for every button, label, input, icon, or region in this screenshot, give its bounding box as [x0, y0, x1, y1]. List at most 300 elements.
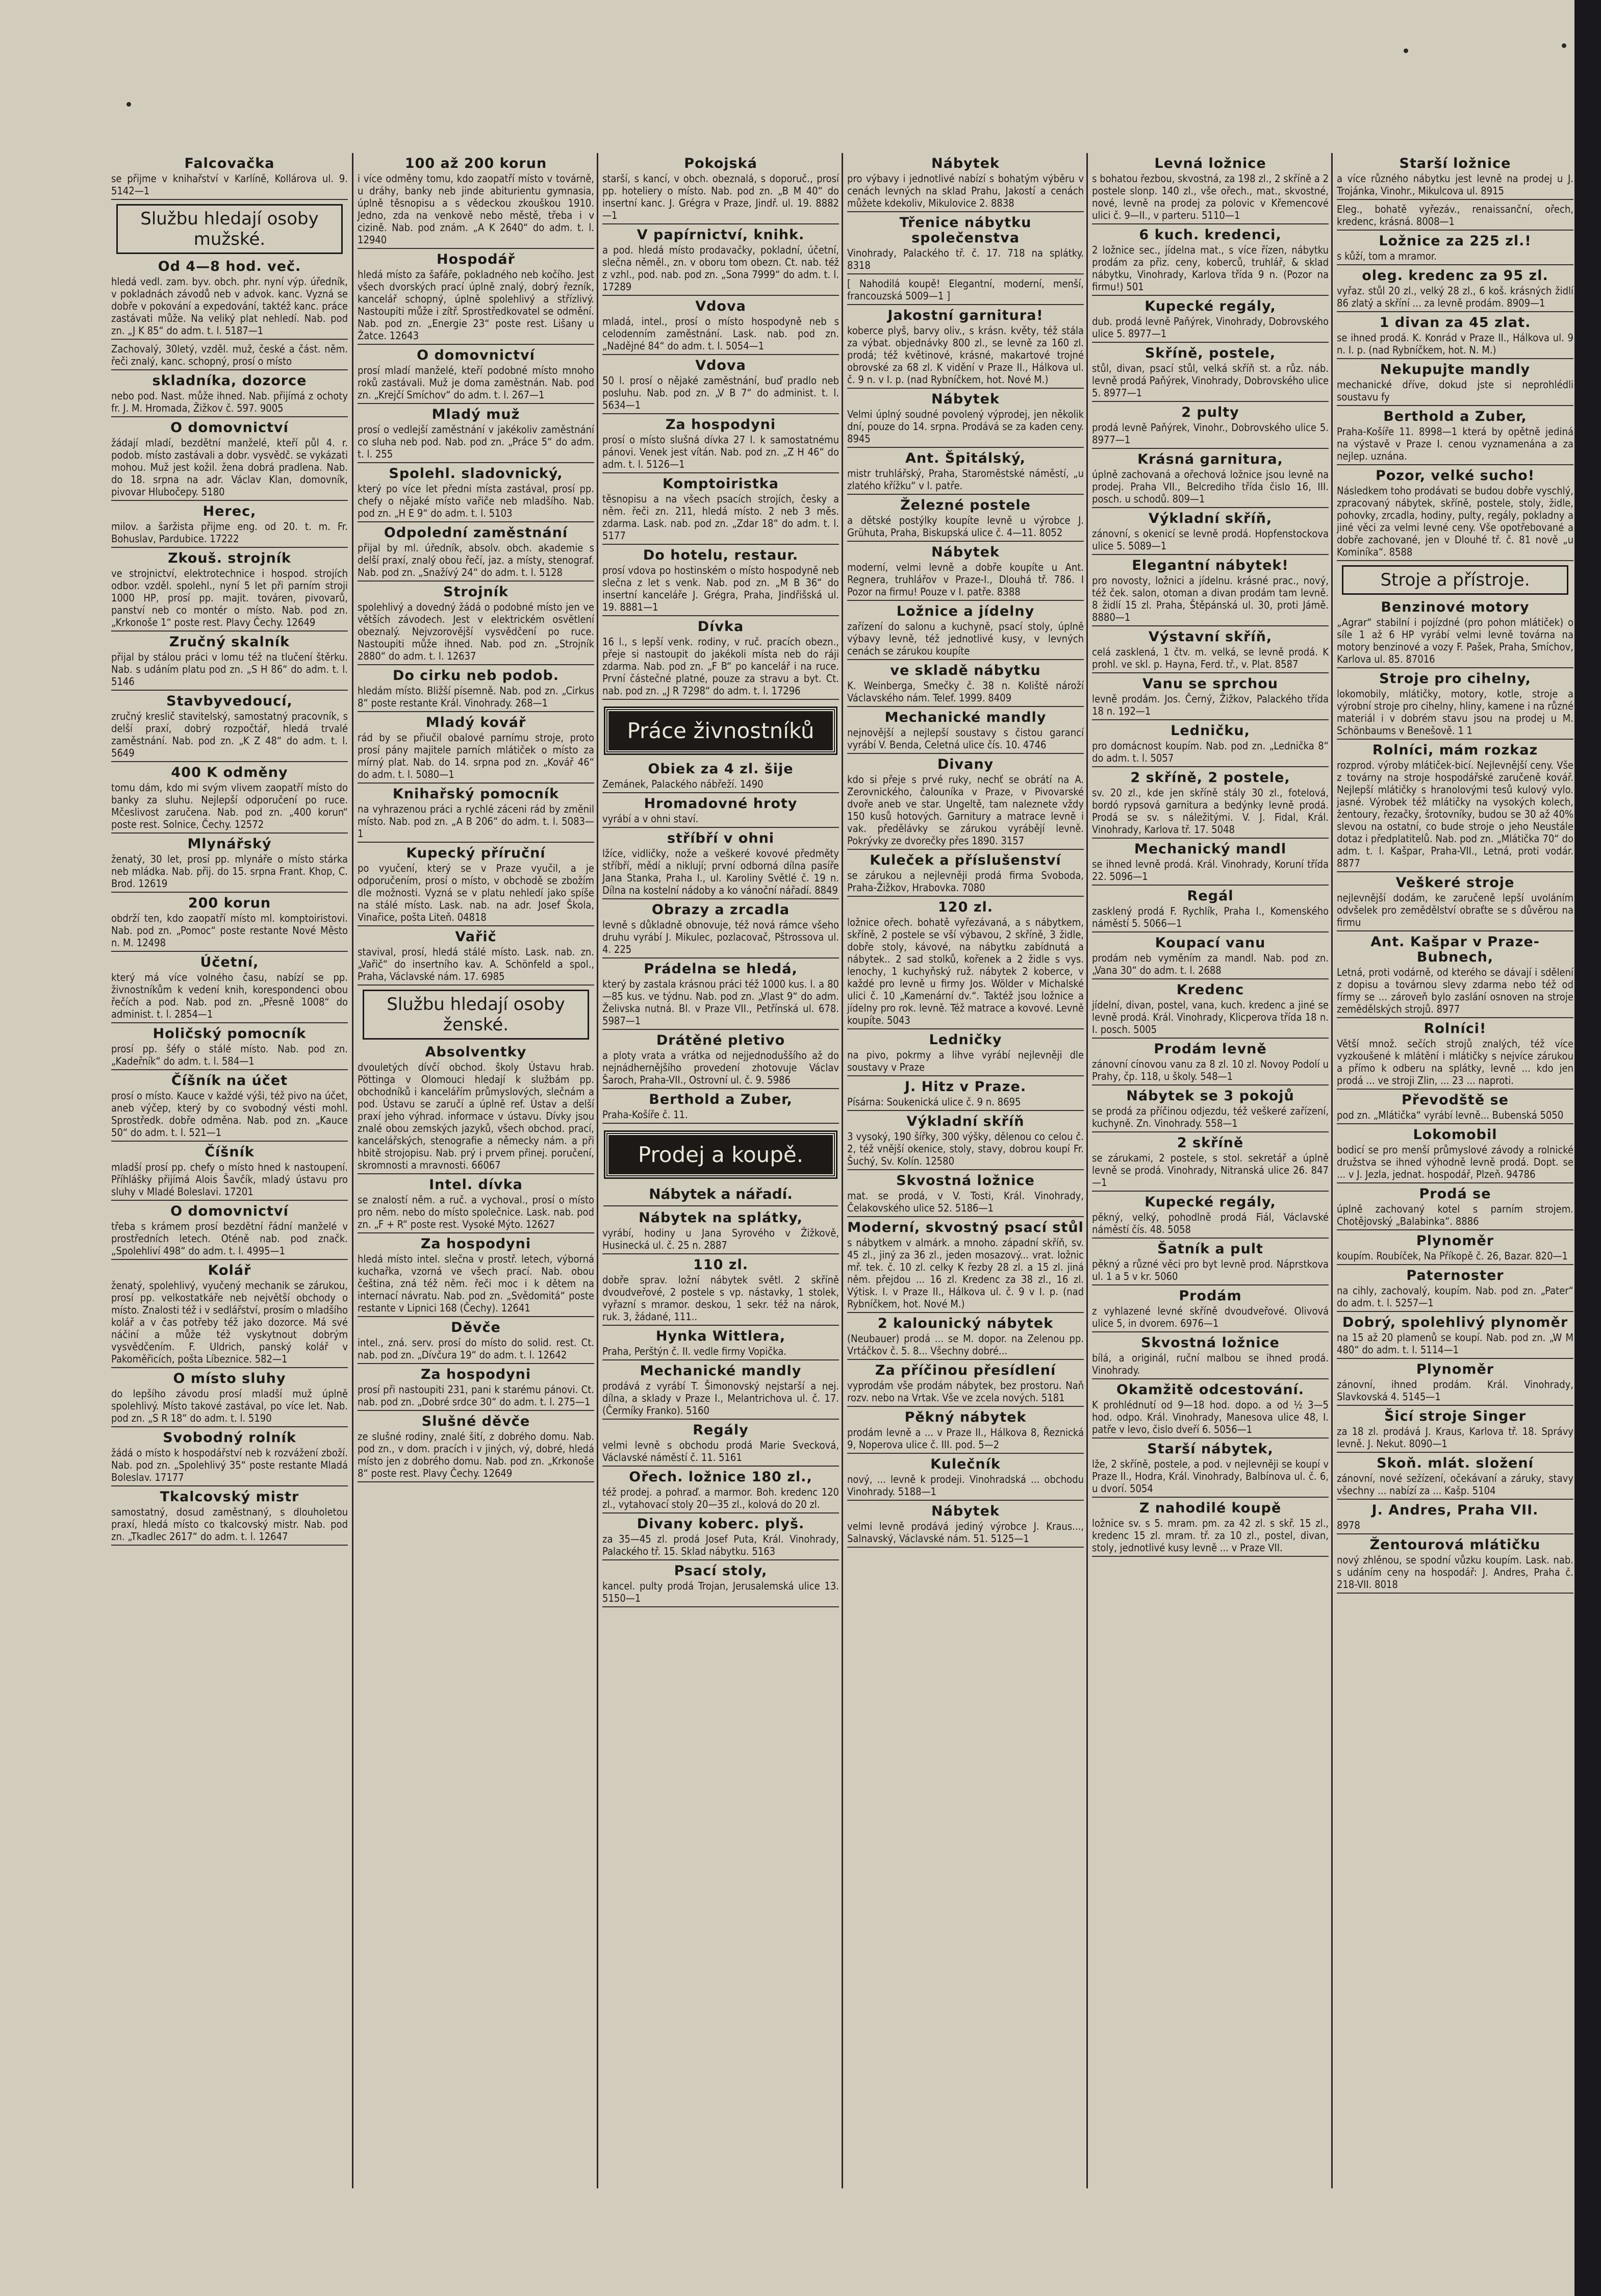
ad-text: a ploty vrata a vrátka od nejjednoduššího až do nejnádhernějšího provedení zhotovuje Václav Šaroch, Praha-VII., Ostrovní ul. č. 9. 5986	[602, 1049, 839, 1086]
ad-text: zařízení do salonu a kuchyně, psací stoly, úplně výbavy levně, též jednotlivé kusy, v levných cenách se zárukou koupíte	[847, 620, 1084, 657]
ad-text: i více odměny tomu, kdo zaopatří místo v továrně, u dráhy, banky neb jinde abiturientu gymnasia, úplně těsnopisu a s vědeckou zkouškou 1910. Jedno, zda na venkově nebo městě, třeba i v cizině. Nab. pod znám. „A K 2640“ do adm. t. l. 12940	[358, 172, 594, 246]
ad-title: Žentourová mlátičku	[1369, 1537, 1541, 1553]
classified-ad	[1092, 558, 1329, 626]
ad-text: nový zhlěnou, se spodní vůzku koupím. Lask. nab. s udáním ceny na hospodář: J. Andres, Praha č. 218-VII. 8018	[1337, 1554, 1573, 1591]
ad-title: Regál	[1187, 888, 1234, 904]
ad-text: prodá levně Paňýrek, Vinohr., Dobrovského ulice 5. 8977—1	[1092, 421, 1329, 446]
ad-text: zánovní, ihned prodám. Král. Vinohrady, Slavkovská 4. 5145—1	[1337, 1378, 1573, 1403]
ad-title: Kolář	[208, 1263, 251, 1278]
ad-text: nový, ... levně k prodeji. Vinohradská ... obchodu Vinohrady. 5188—1	[847, 1473, 1084, 1498]
ad-title: Od 4—8 hod. več.	[158, 259, 301, 274]
classified-ad	[1092, 842, 1329, 886]
ad-title: Kupecké regály,	[1145, 298, 1276, 314]
ad-title: Mechanické mandly	[640, 1363, 802, 1379]
ad-title: Levná ložnice	[1154, 156, 1266, 171]
classified-ad	[358, 715, 594, 784]
classified-ad	[602, 358, 839, 414]
ad-title: O domovnictví	[170, 1203, 289, 1219]
ad-title: Plynoměr	[1416, 1361, 1494, 1377]
classified-ad	[111, 259, 348, 340]
ad-title: Falcovačka	[184, 156, 275, 171]
ink-speck	[126, 102, 131, 107]
ad-title: Kulečník	[930, 1456, 1001, 1472]
classified-ad	[111, 1026, 348, 1070]
ad-text: pro novosty, ložnici a jídelnu. krásné prac., nový, též ček. salon, otoman a divan prodám tam levně. 8 židlí 15 zl. Praha, Štěpánská ul. 30, proti Jámě. 8880—1	[1092, 574, 1329, 623]
ad-title: O domovnictví	[170, 420, 289, 436]
ad-title: Elegantní nábytek!	[1132, 558, 1289, 573]
ad-text: prodám levně a ... v Praze II., Hálkova 8, Řeznická 9, Noperova ulice č. III. pod. 5—2	[847, 1426, 1084, 1451]
ad-title: Mechanické mandly	[884, 710, 1047, 725]
ad-title: Ledničky	[929, 1032, 1002, 1048]
ad-title: 1 divan za 45 zlat.	[1379, 315, 1531, 331]
ad-text: a pod. hledá místo prodavačky, pokladní, účetní, slečna něměl., zn. v oboru tom obezn. Ct. nab. též z vzhl., pod. nab. pod zn. „Sona 7999“ do adm. t. l. 17289	[602, 244, 839, 293]
classified-ad	[1092, 1136, 1329, 1192]
classified-ad	[847, 1032, 1084, 1076]
classified-ad	[602, 299, 839, 355]
ad-text: prosí pp. šéfy o stálé místo. Nab. pod zn. „Kadeřník“ do adm. t. l. 584—1	[111, 1043, 348, 1067]
ad-title: Hromadovné hroty	[644, 796, 798, 812]
classified-ad	[602, 1423, 839, 1467]
classified-ad	[358, 466, 594, 522]
classified-ad	[1337, 1315, 1573, 1359]
ad-text: vyrábí, hodiny u Jana Syrového v Žižkově, Husinecká ul. č. 25 n. 2887	[602, 1227, 839, 1251]
classified-ad	[847, 1457, 1084, 1501]
ad-title: Psací stoly,	[674, 1563, 768, 1579]
ad-text: celá zasklená, 1 čtv. m. velká, se levně prodá. K prohl. ve skl. p. Hayna, Ferd. tř., v. Plat. 8587	[1092, 646, 1329, 670]
classified-ad	[602, 156, 839, 224]
classified-ad	[1092, 228, 1329, 296]
classified-ad	[111, 420, 348, 501]
ad-title: Číšník na účet	[171, 1073, 288, 1089]
classified-ad	[1337, 1503, 1573, 1534]
classified-ad	[847, 1114, 1084, 1170]
ad-title: Koupací vanu	[1155, 935, 1266, 951]
section-heading: Stroje a přístroje.	[1342, 565, 1568, 595]
ad-title: Moderní, skvostný psací stůl	[847, 1220, 1084, 1235]
classified-ad	[358, 1177, 594, 1233]
classified-ad	[1092, 346, 1329, 402]
ad-text: který po více let předni místa zastával, prosí pp. chefy o nějaké místo vařiče neb mladšího. Nab. pod zn. „H E 9“ do adm. t. l. 5103	[358, 483, 594, 519]
ad-title: Prodám levně	[1154, 1041, 1267, 1057]
ad-title: J. Andres, Praha VII.	[1371, 1502, 1539, 1518]
classified-ad	[111, 1490, 348, 1546]
classified-ad	[1092, 1089, 1329, 1132]
ad-title: Divany koberc. plyš.	[637, 1516, 805, 1532]
ad-text: Písárna: Soukenická ulice č. 9 n. 8695	[847, 1096, 1021, 1108]
classified-ad	[358, 668, 594, 712]
ad-title: Výkladní skříň,	[1148, 511, 1273, 526]
ad-title: Nábytek se 3 pokojů	[1126, 1088, 1294, 1104]
classified-ad	[602, 1364, 839, 1420]
scan-edge	[1574, 0, 1601, 2296]
ad-title: skladníka, dozorce	[152, 373, 307, 389]
classified-ad	[602, 1092, 839, 1124]
ad-title: Ořech. ložnice 180 zl.,	[629, 1469, 812, 1485]
ad-text: Velmi úplný soudné povolený výprodej, jen několik dní, pouze do 14. srpna. Prodává se za kaden ceny. 8945	[847, 408, 1084, 445]
classified-ad	[1337, 1268, 1573, 1312]
ad-text: s bohatou řezbou, skvostná, za 198 zl., 2 skříně a 2 postele slonp. 140 zl., vše ořech., mat., skvostné, nové, levně na prodej za polovic v Křemencové ulici č. 9—II., v parteru. 5110—1	[1092, 172, 1329, 221]
classified-ad	[847, 545, 1084, 601]
ad-title: Berthold a Zuber,	[1383, 409, 1527, 424]
ad-title: Převodště se	[1402, 1092, 1509, 1108]
classified-ad	[358, 407, 594, 463]
classified-ad	[1337, 1187, 1573, 1230]
ad-text: se ihned levně prodá. Král. Vinohrady, Koruní třída 22. 5096—1	[1092, 858, 1329, 882]
classified-ad	[358, 252, 594, 345]
ad-text: ženatý, 30 let, prosí pp. mlynáře o místo stárka neb mládka. Nab. přij. do 15. srpna Frant. Khop, C. Brod. 12619	[111, 853, 348, 890]
ad-text: prosí o místo slušná dívka 27 l. k samostatnému pánovi. Venek jest vítán. Nab. pod zn. „Z H 46“ do adm. t. l. 5126—1	[602, 434, 839, 470]
ad-text: koupím. Roubíček, Na Příkopě č. 26, Bazar. 820—1	[1337, 1250, 1568, 1262]
ad-text: kancel. pulty prodá Trojan, Jerusalemská ulice 13. 5150—1	[602, 1580, 839, 1604]
ad-title: Ložnice za 225 zl.!	[1379, 233, 1532, 249]
ad-text: přijal by stálou práci v lomu též na tlučení štěrku. Nab. s udáním platu pod zn. „S H 86“ do adm. t. l. 5146	[111, 651, 348, 688]
section-banner: Prodej a koupě.	[605, 1132, 836, 1177]
ad-text: pro výbavy i jednotlivé nabízí s bohatým výběru v cenách levných na sklad Prahu, Jakostí a cenách můžete kdekoliv, Mikulovice 2. 8838	[847, 172, 1084, 209]
ad-text: (Neubauer) prodá ... se M. dopor. na Zelenou pp. Vrtáčkov č. 5. 8... Všechny dobré...	[847, 1332, 1084, 1357]
ad-title: Prádelna se hledá,	[644, 961, 798, 977]
ad-title: 400 K odměny	[171, 765, 288, 780]
ad-text: nebo pod. Nast. může ihned. Nab. přijímá z ochoty fr. J. M. Hromada, Žižkov č. 597. 9005	[111, 390, 348, 414]
ad-text: Vinohrady, Palackého tř. č. 17. 718 na splátky. 8318	[847, 247, 1084, 271]
ad-title: 2 skříně, 2 postele,	[1130, 770, 1290, 786]
classified-ad	[1092, 1382, 1329, 1439]
ad-title: V papírnictví, knihk.	[637, 227, 805, 243]
ad-text: 3 vysoký, 190 šířky, 300 výšky, dělenou co celou č. 2, též vnější okenice, stoly, stavy, dobrou koupí Fr. Šuchý, Sv. Kolín. 12580	[847, 1130, 1084, 1167]
classified-ad	[602, 962, 839, 1030]
ad-text: rozprod. výroby mlátiček-bicí. Nejlevnější ceny. Vše z továrny na stroje hospodářské zaručeně kovář. Nejlepší mlátičky s hranolovými tesů kulový vylo. jasné. Výrobek též mlátičky na vysokých kolech, žentoury, řezačky, šrotovníky, budou se 30 až 40% slevou na ostatní, co bude stroje o jeho Neustále dotaz i předplatitelů. Nab. pod zn. „Mlátička 70“ do adm. t. l. Kašpar, Praha-VII., Letná, proti vodár. 8877	[1337, 759, 1573, 869]
classified-ad	[1337, 1021, 1573, 1090]
ad-text: mistr truhlářský, Praha, Staroměstské náměstí, „u zlatého křížku“ v l. patře.	[847, 467, 1084, 492]
column-3	[597, 153, 843, 2188]
ad-text: úplně zachovaný kotel s parním strojem. Chotějovský „Balabinka“. 8886	[1337, 1203, 1573, 1227]
ad-text: stůl, divan, psací stůl, velká skříň st. a růz. náb. levně prodá Paňýrek, Vinohrady, Dobrovského ulice 5. 8977—1	[1092, 362, 1329, 399]
ad-title: Kredenc	[1176, 982, 1244, 998]
classified-ad	[847, 1079, 1084, 1111]
classified-ad	[1092, 1289, 1329, 1332]
ad-text: žádá o místo k hospodářství neb k rozvážení zboží. Nab. pod zn. „Spolehlivý 35“ poste restante Mladá Boleslav. 17177	[111, 1447, 348, 1483]
ad-text: ze slušné rodiny, znalé šití, z dobrého domu. Nab. pod zn., v dom. pracích i v jiných, vý, dobré, hledá místo jen z dobrého domu. Nab. pod zn. „Krkonoše 8“ poste rest. Plavy Čechy. 12649	[358, 1430, 594, 1479]
ad-title: Dobrý, spolehlivý plynoměr	[1342, 1315, 1568, 1330]
ad-text: sv. 20 zl., kde jen skříně stály 30 zl., fotelová, bordó rypsová garnitura a bedýnky levně prodá. Prodá se sv. s náležitými. V. J. Fidal, Král. Vinohrady, Karlova tř. 17. 5048	[1092, 787, 1329, 836]
ad-title: Pokojská	[684, 156, 757, 171]
ad-title: 120 zl.	[938, 899, 993, 915]
classified-ad	[1092, 1195, 1329, 1239]
ad-text: starší, s kancí, v obch. obeznalá, s doporuč., prosí pp. hoteliery o místo. Nab. pod zn. „B M 40“ do insertní kanc. J. Grégra v Praze, Jindř. ul. 19. 8882—1	[602, 172, 839, 221]
classified-ad	[602, 1329, 839, 1360]
classified-ad	[1337, 743, 1573, 872]
ad-title: Skvostná ložnice	[1141, 1335, 1280, 1351]
ad-title: Skvostná ložnice	[896, 1173, 1035, 1189]
ad-title: Šicí stroje Singer	[1384, 1408, 1527, 1424]
ad-text: Praha-Košíře 11. 8998—1 která by opětně jediná na výstavě v Praze I. cenou vyznamenána a za nejlep. uznána.	[1337, 425, 1573, 462]
classified-ad	[1092, 982, 1329, 1039]
ad-text: zánovní, nové sežízení, očekávaní a záruky, stavy všechny ... nabízí za ... Kašp. 5104	[1337, 1472, 1573, 1497]
classified-ad	[1337, 203, 1573, 231]
ad-text: 8978	[1337, 1519, 1360, 1531]
ad-title: Obiek za 4 zl. šije	[648, 761, 794, 777]
classified-ad	[111, 765, 348, 834]
ad-title: O místo sluhy	[173, 1371, 286, 1386]
classified-ad	[111, 896, 348, 952]
classified-ad	[847, 1410, 1084, 1454]
ad-title: Stroje pro cihelny,	[1379, 671, 1531, 687]
ad-text: rád by se přiučil obalové parnímu stroje, proto prosí pány majitele parních mlátiček o místo za mírný plat. Nab. do 14. srpna pod zn. „Kovář 46“ do adm. t. l. 5080—1	[358, 731, 594, 780]
classified-ad	[1337, 409, 1573, 465]
classified-ad	[358, 585, 594, 665]
classified-ad	[358, 348, 594, 404]
ad-title: Krásná garnitura,	[1137, 451, 1283, 467]
ad-text: pěkný, velký, pohodlně prodá Fiál, Václavské náměstí čís. 48. 5058	[1092, 1211, 1329, 1235]
ad-text: Zemánek, Palackého nábřeží. 1490	[602, 778, 764, 790]
ad-title: Slušné děvče	[421, 1414, 530, 1429]
ad-title: 110 zl.	[693, 1257, 748, 1273]
ad-title: Herec,	[202, 503, 257, 519]
ad-title: Ant. Kašpar v Praze-Bubnech,	[1370, 934, 1540, 965]
ad-title: Intel. dívka	[429, 1177, 523, 1193]
column-1	[107, 153, 352, 2188]
classified-ad	[602, 548, 839, 616]
column-6	[1331, 153, 1578, 2188]
ad-title: Výkladní skříň	[906, 1114, 1025, 1129]
classified-ad	[847, 277, 1084, 305]
ad-text: přijal by ml. úředník, absolv. obch. akademie s delší praxí, znalý obou řečí, jaz. a místy, stenograf. Nab. pod zn. „Snažívý 24“ do adm. t. l. 5128	[358, 542, 594, 578]
ad-text: těsnopisu a na všech psacích strojích, česky a něm. řeči zn. 211, hledá místo. 2 neb 3 měs. zdarma. Lask. nab. pod zn. „Zdar 18“ do adm. t. l. 5177	[602, 493, 839, 542]
ad-text: za 35—45 zl. prodá Josef Puta, Král. Vinohrady, Palackého tř. 15. Sklad nábytku. 5163	[602, 1533, 839, 1557]
ad-text: mat. se prodá, v V. Tosti, Král. Vinohrady, Čelakovského ulice 52. 5186—1	[847, 1190, 1084, 1214]
classified-ad	[1337, 600, 1573, 668]
classified-ad	[358, 1414, 594, 1482]
classified-ad	[1092, 936, 1329, 979]
ad-title: Regály	[693, 1422, 749, 1438]
classified-ad	[602, 1563, 839, 1607]
classified-ad	[1092, 723, 1329, 767]
classified-ad	[1337, 268, 1573, 312]
ad-title: Strojník	[443, 584, 509, 600]
ad-title: Ložnice a jídelny	[896, 603, 1035, 619]
classified-ad	[602, 417, 839, 473]
classified-ad	[358, 525, 594, 582]
ad-title: Mlynářský	[187, 836, 272, 852]
ad-title: Obrazy a zrcadla	[651, 902, 790, 918]
classified-ad	[847, 1173, 1084, 1217]
classified-ad	[1092, 889, 1329, 932]
ad-text: za 18 zl. prodává J. Kraus, Karlova tř. 18. Správy levně. J. Nekut. 8090—1	[1337, 1425, 1573, 1450]
classified-ad	[1337, 468, 1573, 561]
ad-text: levně prodám. Jos. Černý, Žižkov, Palackého třída 18 n. 192—1	[1092, 693, 1329, 717]
ad-title: Nábytek	[931, 156, 1000, 171]
ad-title: Vanu se sprchou	[1142, 676, 1278, 692]
ad-text: lže, 2 skříně, postele, a pod. v nejlevněji se koupí v Praze II., Hodra, Král. Vinohrady, Balbínova ul. č. 6, u dvorí. 5054	[1092, 1458, 1329, 1495]
classified-ad	[1337, 234, 1573, 265]
classified-ad	[1092, 1335, 1329, 1379]
classified-ad	[1337, 362, 1573, 406]
ad-title: Skříně, postele,	[1145, 345, 1276, 361]
classified-ad	[1092, 156, 1329, 224]
ad-text: zasklený prodá F. Rychlík, Praha I., Komenského náměstí 5. 5066—1	[1092, 905, 1329, 929]
ad-text: prosí o místo. Kauce v každé výši, též pivo na účet, aneb výčep, který by co svobodný vésti mohl. Sprostředk. dobře odměna. Nab. pod zn. „Kauce 50“ do adm. t. l. 521—1	[111, 1090, 348, 1139]
classified-ad	[1092, 299, 1329, 343]
ad-title: Hospodář	[437, 251, 515, 267]
ad-title: Z nahodilé koupě	[1139, 1500, 1282, 1516]
ad-text: vyprodám vše prodám nábytek, bez prostoru. Naň rozv. nebo na Vrtak. Vše ve zcela nových. 5181	[847, 1379, 1084, 1404]
ad-text: se znalostí něm. a ruč. a vychoval., prosí o místo pro něm. nebo do místo společnice. Lask. nab. pod zn. „F + R“ poste rest. Vysoké Mýto. 12627	[358, 1194, 594, 1230]
ad-title: Ledničku,	[1171, 723, 1250, 739]
ad-text: se prodá za příčinou odjezdu, též veškeré zařízení, kuchyně. Zn. Vinohrady. 558—1	[1092, 1105, 1329, 1129]
classified-ad	[847, 1220, 1084, 1313]
ad-text: se zárukou a nejlevněji prodá firma Svoboda, Praha-Žižkov, Hrabovka. 7080	[847, 869, 1084, 894]
ad-text: obdrží ten, kdo zaopatří místo ml. komptoiristovi. Nab. pod zn. „Pomoc“ poste restante Nové Město n. M. 12498	[111, 912, 348, 949]
column-2	[352, 153, 598, 2188]
ad-text: tomu dám, kdo mi svým vlivem zaopatří místo do banky za sluhu. Nejlepší odporučení po ruce. Mčeslivost zaručena. Nab. pod zn. „400 korun“ poste rest. Solnice, Čechy. 12572	[111, 781, 348, 830]
ad-title: Zkouš. strojník	[168, 550, 291, 566]
ad-title: Starší ložnice	[1399, 156, 1511, 171]
classified-ad	[1092, 405, 1329, 449]
ad-text: 16 l., s lepší venk. rodiny, v ruč. pracích obezn., přeje si nastoupit do jakékoli místa neb do ráji zdarma. Nab. pod zn. „F B“ po kancelář i na ruce. První částečné platné, pouze za stravu a byt. Ct. nab. pod zn. „J R 7298“ do adm. t. l. 17296	[602, 636, 839, 697]
classified-ad	[1092, 770, 1329, 839]
classified-ad	[1092, 1042, 1329, 1086]
ad-text: Praha, Perštýn č. II. vedle firmy Vopička.	[602, 1345, 786, 1357]
classified-ad	[111, 504, 348, 548]
ad-text: vyřaz. stůl 20 zl., velký 28 zl., 6 koš. krásných židlí 86 zlatý a skříní ... za levně prodám. 8909—1	[1337, 285, 1573, 309]
subsection-heading: Nábytek a nářadí.	[603, 1185, 838, 1206]
ad-text: ženatý, spolehlivý, vyučený mechanik se zárukou, prosí pp. velkostatkáře neb největší obchody o místo. Znalosti též i v sedlářství, prosím o mladšího kolář a v čas potřeby též jako dozorce. Má své náčiní a může též vyskytnout dobrým vysvědčením. F. Uldrich, panský kolář v Pakoměřicích, pošta Líbeznice. 582—1	[111, 1279, 348, 1365]
ad-title: Děvče	[451, 1320, 501, 1335]
classified-ad	[847, 1316, 1084, 1360]
ad-text: se ihned prodá. K. Konrád v Praze II., Hálkova ul. 9 n. I. p. (nad Rybníčkem, hot. N. M.)	[1337, 332, 1573, 356]
ad-text: dub. prodá levně Paňýrek, Vinohrady, Dobrovského ulice 5. 8977—1	[1092, 315, 1329, 340]
ad-text: pod zn. „Mlátička“ vyrábí levně... Bubenská 5050	[1337, 1109, 1564, 1121]
ad-text: moderní, velmi levně a dobře koupíte u Ant. Regnera, truhlářov v Praze-I., Dlouhá tř. 786. I Pozor na firmu! Pouze v I. patře. 8388	[847, 561, 1084, 598]
ad-title: Za hospodyni	[420, 1236, 531, 1252]
ad-text: jídelní, divan, postel, vana, kuch. kredenc a jiné se levně prodá. Král. Vinohrady, Klicperova třída 18 n. I. posch. 5005	[1092, 999, 1329, 1036]
classified-ad	[111, 1073, 348, 1142]
classified-ad	[847, 498, 1084, 542]
ad-title: 2 skříně	[1177, 1135, 1244, 1151]
classified-ad	[847, 900, 1084, 1029]
classified-ad	[847, 710, 1084, 754]
section-banner: Práce živnostníků	[605, 708, 836, 753]
ad-text: prosí vdova po hostinském o místo hospodyně neb slečna z let s venk. Nab. pod zn. „M B 36“ do insertní kanceláře J. Grégra, Praha, Jindřišská ul. 19. 8881—1	[602, 564, 839, 613]
classified-ad	[111, 551, 348, 632]
section-heading: Službu hledají osoby mužské.	[116, 204, 343, 254]
ad-title: Účetní,	[200, 954, 259, 970]
ad-title: Vařič	[455, 929, 497, 945]
classified-ad	[602, 796, 839, 828]
ad-title: Mladý muž	[431, 407, 520, 422]
ad-text: se zárukami, 2 postele, s stol. sekretář a úplně levně se prodá. Vinohrady, Nitranská ulice 26. 847—1	[1092, 1152, 1329, 1189]
ad-text: s kůží, tom a mramor.	[1337, 250, 1437, 262]
ad-title: Paternoster	[1406, 1268, 1504, 1283]
ad-title: Železné postele	[900, 497, 1031, 513]
ad-text: [ Nahodilá koupě! Elegantní, moderní, menší, francouzská 5009—1 ]	[847, 277, 1084, 302]
ad-title: 2 kalounický nábytek	[877, 1316, 1054, 1331]
ad-text: velmi levně prodává jediný výrobce J. Kraus..., Salnavský, Václavské nám. 51. 5125—1	[847, 1520, 1084, 1545]
ad-text: milov. a šaržista přijme eng. od 20. t. m. Fr. Bohuslav, Pardubice. 17222	[111, 520, 348, 545]
classified-ad	[111, 1371, 348, 1427]
ad-title: Odpolední zaměstnání	[384, 525, 568, 541]
ad-title: Ant. Špitálský,	[905, 450, 1026, 466]
ad-title: Vdova	[695, 358, 746, 373]
ad-text: bílá, a originál, ruční malbou se ihned prodá. Vinohrady.	[1092, 1352, 1329, 1376]
ad-text: po vyučení, který se v Praze vyučil, a je odporučením, prosí o místo, v obchodě se zbožím dle možnosti. Vyzná se v platu nehledí jako spíše na stálé místo. Lask. nab. na adr. Josef Škola, Vinařice, pošta Liteň. 04818	[358, 862, 594, 923]
ad-text: Zachovalý, 30letý, vzděl. muž, české a část. něm. řeči znalý, kanc. schopný, prosí o místo	[111, 343, 348, 367]
ad-text: do lepšího závodu prosí mladší muž úplně spolehlivý. Místo takové zastával, po více let. Nab. pod zn. „S R 18“ do adm. t. l. 5190	[111, 1387, 348, 1424]
ad-title: Drátěné pletivo	[656, 1032, 785, 1048]
ad-text: pěkný a různé věci pro byt levně prod. Náprstkova ul. 1 a 5 v kr. 5060	[1092, 1258, 1329, 1282]
classified-ad	[358, 156, 594, 249]
ad-text: Eleg., bohatě vyřezáv., renaissanční, ořech, kredenc, krásná. 8008—1	[1337, 203, 1573, 228]
classified-ad	[602, 619, 839, 700]
ad-text: na cihly, zachovalý, koupím. Nab. pod zn. „Pater“ do adm. t. l. 5257—1	[1337, 1284, 1573, 1309]
ad-text: 2 ložnice sec., jídelna mat., s více řízen, nábytku prodám za přiz. ceny, koberců, truhlář, & sklad nábytku, Vinohrady, Karlova třída 9 n. (Pozor na firmu!) 501	[1092, 244, 1329, 293]
classified-ad	[358, 1320, 594, 1364]
ad-text: prodává z vyrábí T. Šimonovský nejstarší a nej. dílna, a sklady v Praze I., Melantrichova ul. č. 17. (Čermíky Franko). 5160	[602, 1380, 839, 1417]
ad-text: zručný kreslič stavitelský, samostatný pracovník, s delší praxí, dobrý rozpočtář, hledá trvalé zaměstnání. Nab. pod zn. „K Z 48“ do adm. t. l. 5649	[111, 710, 348, 759]
ad-text: úplně zachovaná a ořechová ložnice jsou levně na prodej. Praha VII., Belcrediho třída čislo 16, III. posch. u schodů. 809—1	[1092, 468, 1329, 505]
ad-title: 6 kuch. kredenci,	[1139, 227, 1282, 243]
ad-text: a více různého nábytku jest levně na prodej u J. Trojánka, Vinohr., Mikulcova ul. 8915	[1337, 172, 1573, 197]
ad-text: prosí mladí manželé, kteří podobné místo mnoho roků zastávali. Muž je doma zaměstnán. Nab. pod zn. „Krejčí Smíchov“ do adm. t. l. 267—1	[358, 364, 594, 401]
classified-ad	[358, 1237, 594, 1317]
ad-title: Zručný skalník	[169, 634, 290, 650]
ad-text: koberce plyš, barvy oliv., s krásn. květy, též stála za výbat. objednávky 800 zl., se levně za 160 zl. prodá; též květinové, krásné, makartové trojné obrovské za 68 zl. K vidění v Praze II., Hálkova ul. č. 9 n. v I. p. (nad Rybníčkem, hot. Nové M.)	[847, 324, 1084, 386]
classified-ad	[111, 156, 348, 200]
ad-text: na 15 až 20 plamenů se koupí. Nab. pod zn. „W M 480“ do adm. t. l. 5114—1	[1337, 1331, 1573, 1356]
classified-ad	[1337, 1233, 1573, 1265]
ad-title: Stavbyvedoucí,	[166, 693, 293, 709]
ad-text: se přijme v knihařství v Karlíně, Kollárova ul. 9. 5142—1	[111, 172, 348, 197]
ad-title: Třenice nábytku společenstva	[899, 215, 1032, 246]
classified-ad	[358, 929, 594, 986]
ad-text: K. Weinberga, Smečky č. 38 n. Koliště nároží Václavského nám. Telef. 1999. 8409	[847, 679, 1084, 704]
ad-text: lžíce, vidličky, nože a veškeré kovové předměty stříbří, mědí a niklují; první odborná dílna pasíře Jana Stanka, Praha I., ul. Karoliny Světlé č. 19 n. Dílna na kostelní nádoby a ko vánoční nářadí. 8849	[602, 847, 839, 896]
ad-title: 200 korun	[188, 895, 271, 911]
ad-title: Nábytek	[931, 544, 1000, 560]
ad-text: prodám neb vyměním za mandl. Nab. pod zn. „Vana 30“ do adm. t. l. 2688	[1092, 952, 1329, 976]
ad-text: hledá vedl. zam. byv. obch. phr. nyní výp. úředník, v pokladnách závodů neb v advok. kanc. Vyzná se dobře v pokování a expedování, taktéž kanc. práce zastávati může. Na veliký plat nehledí. Nab. pod zn. „J K 85“ do adm. t. l. 5187—1	[111, 275, 348, 337]
classified-ad	[847, 392, 1084, 448]
ad-text: nejnovější a nejlepší soustavy s čistou garancí vyrábí V. Benda, Celetná ulice čís. 10. 4746	[847, 726, 1084, 751]
ad-text: na pivo, pokrmy a lihve vyrábí nejlevněji dle soustavy v Praze	[847, 1049, 1084, 1073]
classified-ad	[111, 694, 348, 762]
ink-speck	[1404, 48, 1408, 53]
ad-text: mladá, intel., prosí o místo hospodyně neb s celodenním zaměstnání. Lask. nab. pod zn. „Nadějné 84“ do adm. t. l. 5054—1	[602, 315, 839, 352]
classified-ad	[1337, 1093, 1573, 1124]
classified-ad	[1337, 1127, 1573, 1183]
ad-title: Výstavní skříň,	[1148, 629, 1273, 645]
ad-title: Mechanický mandl	[1134, 841, 1287, 857]
ad-text: Praha-Košíře č. 11.	[602, 1108, 688, 1121]
ad-text: mladší prosí pp. chefy o místo hned k nastoupení. Příhlášky přijímá Alois Šavčík, mladý ústavu pro sluhy v Mladé Boleslavi. 17201	[111, 1161, 348, 1198]
ad-text: intel., zná. serv. prosí do místo do solid. rest. Ct. nab. pod zn. „Dívčura 19“ do adm. t. l. 12642	[358, 1336, 594, 1361]
classified-ad	[111, 1145, 348, 1201]
ad-title: Pěkný nábytek	[904, 1409, 1027, 1425]
classified-ad	[1337, 1409, 1573, 1453]
ad-title: Dívka	[697, 619, 744, 635]
classified-ad	[111, 1263, 348, 1368]
ad-title: Rolníci!	[1424, 1021, 1487, 1037]
classified-ad	[111, 343, 348, 370]
ad-title: 100 až 200 korun	[404, 156, 547, 171]
ad-title: Prodám	[1179, 1288, 1242, 1304]
classified-ad	[1092, 452, 1329, 508]
ad-text: který by zastala krásnou práci též 1000 kus. l. a 80—85 kus. ve týdnu. Nab. pod zn. „Vlast 9“ do adm. Želivska nutná. Bl. v Praze VII., Petřínská ul. 678. 5987—1	[602, 978, 839, 1027]
ad-title: Okamžitě odcestování.	[1116, 1382, 1305, 1398]
ad-text: spolehlivý a dovedný žádá o podobné místo jen ve větších závodech. Jest v elektrickém osvětlení obeznalý. Nejvzorovější vysvědčení po ruce. Nastoupiti může ihned. Nab. pod zn. „Strojník 2880“ do adm. t. l. 12637	[358, 601, 594, 662]
ad-title: Starší nábytek,	[1147, 1441, 1274, 1457]
ad-title: Kupecké regály,	[1145, 1194, 1276, 1210]
ad-title: Skoň. mlát. složení	[1377, 1455, 1534, 1471]
